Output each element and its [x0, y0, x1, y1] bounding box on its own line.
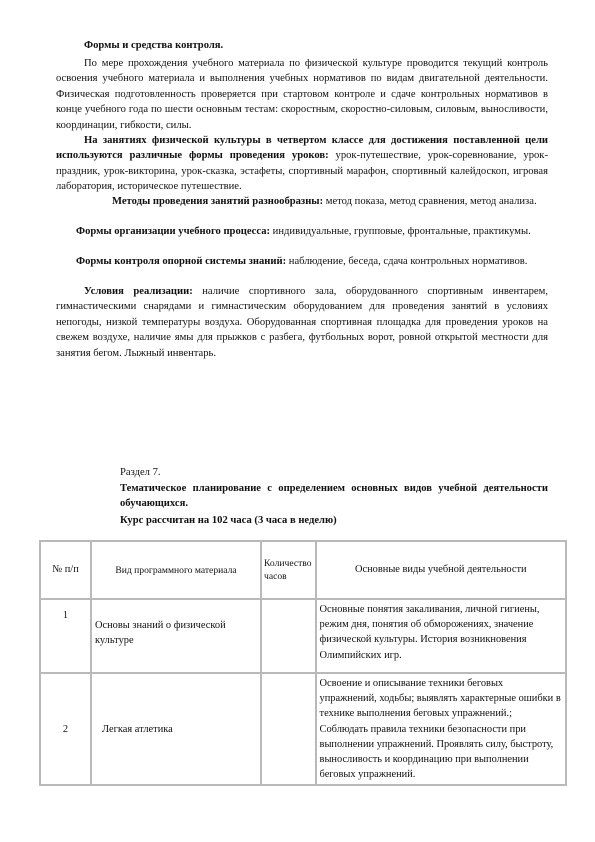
- knowledge-control-text: наблюдение, беседа, сдача контрольных нормативов.: [286, 256, 528, 267]
- row-hours: [261, 599, 316, 673]
- table-row: [40, 599, 566, 673]
- conditions-text: наличие спортивного зала, оборудованного спортивным инвентарем, гимнастическими снарядами и гимнастическим оборудованием для проведения занятий в условиях непогоды, низкой температуры воздуха. Оборудованная спортивная площадка для проведения уроков на свежем воздухе, наличие ямы для прыжков с разбега, футбольных ворот, ровной открытой местности для занятия бегом. Лыжный инвентарь.: [56, 286, 548, 359]
- header-material: Вид программного материала: [91, 541, 261, 599]
- row-number: 1: [40, 599, 91, 673]
- forms-title: Формы и средства контроля.: [84, 40, 224, 51]
- paragraph-conditions: [56, 284, 548, 361]
- paragraph-lesson-forms: [56, 133, 548, 195]
- organization-lead: Формы организации учебного процесса:: [76, 226, 271, 237]
- course-hours-note: Курс рассчитан на 102 часа (3 часа в неделю): [120, 515, 337, 526]
- row-activity: Освоение и описывание техники беговых упражнений, ходьбы; выявлять характерные ошибки в технике выполнения беговых упражнений.; Соблюдать правила техники безопасности при выполнении упражнений. Проявлять силу, быстроту, выносливость и координацию при выполнении беговых упражнений.: [316, 673, 566, 785]
- row-number: 2: [40, 673, 91, 785]
- section7-heading: Раздел 7.: [120, 467, 161, 478]
- row-material: Легкая атлетика: [91, 673, 261, 785]
- paragraph-control: По мере прохождения учебного материала по физической культуре проводится текущий контроль освоения учебного материала и выполнения учебных нормативов по видам двигательной деятельности. Физическая подготовленность проверяется при стартовом контроле и сдаче контрольных нормативов в конце учебного года по шести основным тестам: скоростным, скоростно-силовым, силовым, выносливости, координации, гибкости, силы.: [56, 58, 548, 131]
- paragraph-methods: [56, 194, 548, 209]
- organization-text: индивидуальные, групповые, фронтальные, практикумы.: [270, 226, 531, 237]
- table-row: [40, 673, 566, 785]
- header-number: № п/п: [40, 541, 91, 599]
- header-activity: Основные виды учебной деятельности: [316, 541, 566, 599]
- conditions-lead: Условия реализации:: [84, 286, 193, 297]
- section7-subtitle: Тематическое планирование с определением основных видов учебной деятельности обучающихся.: [120, 483, 548, 510]
- header-hours: Количество часов: [261, 541, 316, 599]
- lesson-forms-lead: На занятиях физической культуры в четвертом классе для достижения поставленной цели используются различные формы проведения уроков:: [56, 135, 548, 162]
- knowledge-control-lead: Формы контроля опорной системы знаний:: [76, 256, 287, 267]
- table-header-row: [40, 541, 566, 599]
- thematic-planning-table: [39, 540, 567, 786]
- methods-lead: Методы проведения занятий разнообразны:: [112, 196, 324, 207]
- lesson-forms-text: урок-путешествие, урок-соревнование, урок-праздник, урок-викторина, урок-сказка, эстафеты, спортивный марафон, спортивный калейдоскоп, игровая лаборатория, историческое путешествие.: [56, 150, 548, 193]
- methods-text: метод показа, метод сравнения, метод анализа.: [323, 196, 537, 207]
- row-material: Основы знаний о физической культуре: [91, 599, 261, 673]
- paragraph-organization: [56, 224, 548, 239]
- row-hours: [261, 673, 316, 785]
- paragraph-knowledge-control: [56, 254, 548, 269]
- row-activity: Основные понятия закаливания, личной гигиены, режим дня, понятия об обморожениях, значение физической культуры. История возникновения Олимпийских игр.: [316, 599, 566, 673]
